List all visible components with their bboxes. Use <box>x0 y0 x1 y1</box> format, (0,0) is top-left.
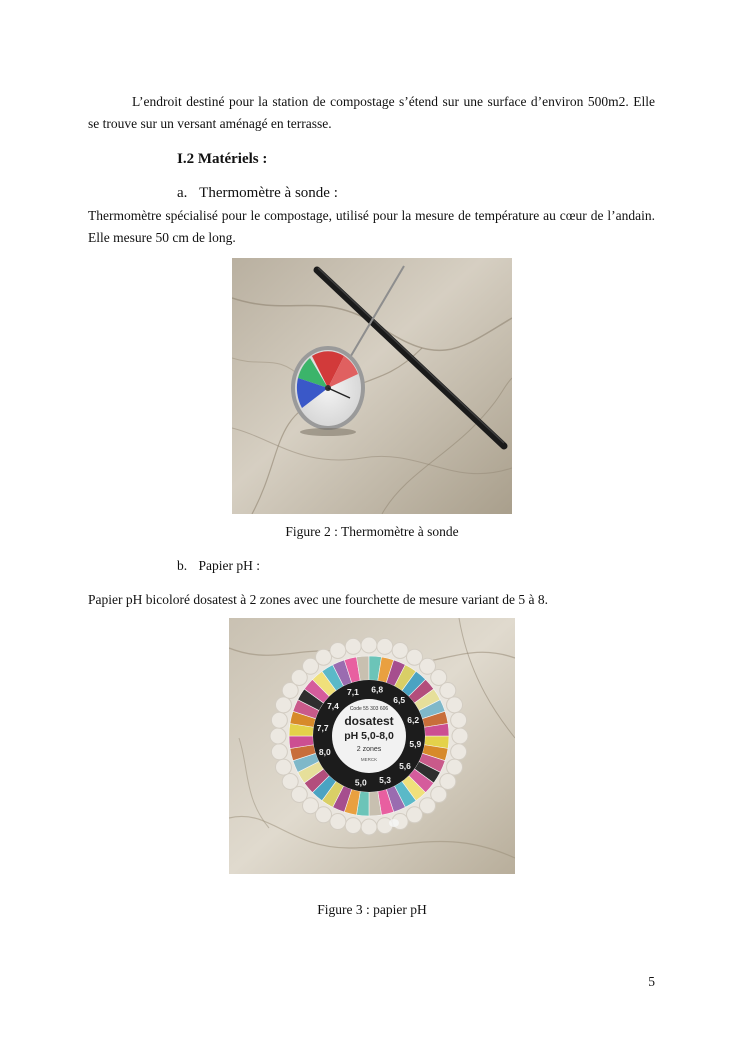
case-scallop <box>361 637 377 653</box>
ph-scale-label: 8,0 <box>318 747 331 758</box>
ph-scale-label: 7,1 <box>347 686 359 697</box>
ph-scale-label: 6,2 <box>407 714 420 725</box>
case-scallop <box>270 728 286 744</box>
ph-dial-brand: dosatest <box>344 714 394 728</box>
ph-dial-maker: MERCK <box>360 757 378 762</box>
case-scallop <box>282 774 298 790</box>
ph-scale-label: 7,4 <box>327 700 339 711</box>
item-a-marker: a. <box>177 185 188 201</box>
case-scallop <box>361 819 377 835</box>
item-b-marker: b. <box>177 558 188 573</box>
section-heading: I.2 Matériels : <box>177 151 268 167</box>
case-scallop <box>330 642 346 658</box>
figure-2-caption: Figure 2 : Thermomètre à sonde <box>285 524 459 539</box>
case-scallop <box>275 759 291 775</box>
case-scallop <box>452 728 468 744</box>
case-scallop <box>330 814 346 830</box>
case-scallop <box>451 744 467 760</box>
case-scallop <box>316 649 332 665</box>
ph-dial-zones: 2 zones <box>356 746 382 753</box>
case-scallop <box>440 683 456 699</box>
item-b-title: Papier pH : <box>198 558 260 573</box>
ph-scale-label: 5,9 <box>409 739 422 750</box>
ph-dial-code: Code 55 303 606 <box>349 706 389 712</box>
intro-paragraph: L’endroit destiné pour la station de compostage s’étend sur une surface d’environ 500m2. Elle se trouve sur un versant aménagé en terrasse. <box>88 94 655 131</box>
case-scallop <box>271 712 287 728</box>
ph-paper-photo <box>229 618 515 874</box>
thermometer-photo <box>232 258 512 514</box>
ph-scale-label: 6,8 <box>371 684 384 695</box>
case-scallop <box>447 697 463 713</box>
case-scallop <box>407 807 423 823</box>
ph-scale-label: 5,6 <box>399 761 411 772</box>
page-number: 5 <box>648 974 655 989</box>
case-scallop <box>271 744 287 760</box>
case-scallop <box>377 638 393 654</box>
ph-dial-range: pH 5,0-8,0 <box>344 730 394 742</box>
ph-scale-label: 5,0 <box>354 777 367 788</box>
case-scallop <box>345 818 361 834</box>
case-scallop <box>451 712 467 728</box>
item-a-paragraph: Thermomètre spécialisé pour le compostage, utilisé pour la mesure de température au cœur de l’andain. Elle mesure 50 cm de long. <box>88 208 655 245</box>
figure-3-caption: Figure 3 : papier pH <box>317 902 427 917</box>
item-a-title: Thermomètre à sonde : <box>199 185 338 201</box>
case-scallop <box>275 697 291 713</box>
case-scallop <box>345 638 361 654</box>
case-scallop <box>447 759 463 775</box>
ph-scale-label: 5,3 <box>379 775 391 786</box>
item-a-heading <box>177 182 338 204</box>
ph-scale-label: 7,7 <box>316 722 329 733</box>
item-b-heading <box>177 555 260 577</box>
ph-scale-label: 6,5 <box>393 694 406 705</box>
case-scallop <box>392 642 408 658</box>
item-b-paragraph: Papier pH bicoloré dosatest à 2 zones avec une fourchette de mesure variant de 5 à 8. <box>88 592 548 607</box>
